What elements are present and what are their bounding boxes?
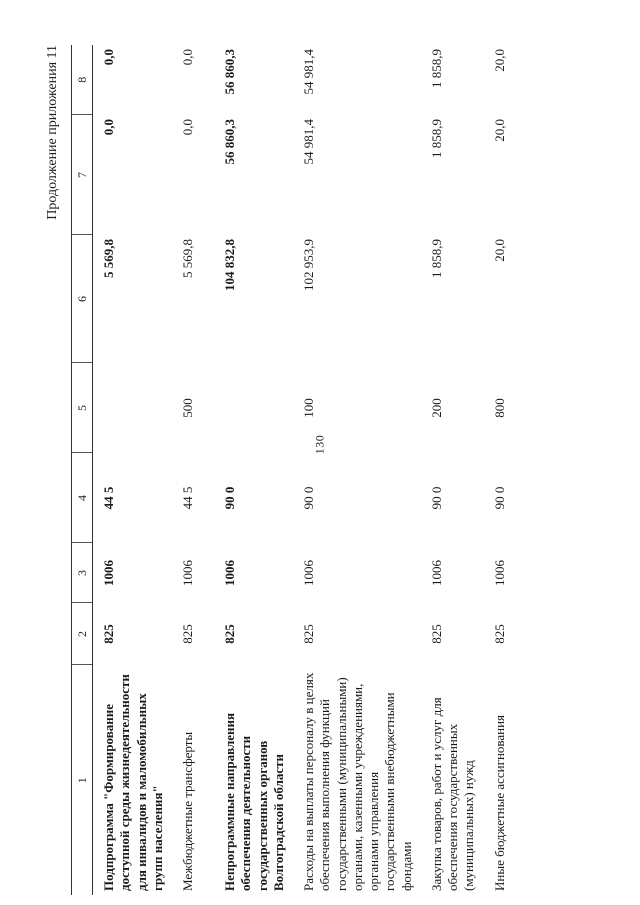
table-row: [293, 45, 421, 895]
cell-col-4: 90 0: [428, 486, 444, 510]
cell-col-6: 102 953,9: [301, 239, 316, 291]
cell-col-5: 200: [428, 398, 444, 418]
cell-col-6: 104 832,8: [222, 239, 237, 291]
cell-col-4: 90 0: [301, 486, 316, 510]
row-name: Иные бюджетные ассигнования: [491, 714, 507, 891]
cell-col-5: [214, 363, 293, 453]
continuation-label: Продолжение приложения 11: [45, 45, 60, 220]
table-row: [214, 45, 293, 895]
cell-col-4: 44 5: [101, 486, 116, 510]
cell-col-5: 500: [180, 398, 195, 418]
row-name: Расходы на выплаты персоналу в целях обеспечения выполнения функций государственными (муниципальными) органами, казенными учреждениями, органами управления государственными внебюджетными фондами: [301, 672, 414, 891]
rotated-page-content: [45, 45, 605, 895]
cell-col-8: 0,0: [101, 49, 116, 66]
cell-col-8: 20,0: [491, 49, 507, 72]
header-col-2: 2: [72, 603, 93, 665]
row-name: Подпрограмма "Формирование доступной среды жизнедеятельности для инвалидов и маломобильных групп населения": [101, 674, 165, 891]
cell-col-7: 20,0: [491, 119, 507, 142]
cell-col-4: 90 0: [222, 486, 237, 510]
cell-col-5: 800: [491, 398, 507, 418]
cell-col-7: 0,0: [101, 119, 116, 136]
cell-col-2: 825: [428, 624, 444, 644]
header-col-4: 4: [72, 453, 93, 543]
cell-col-3: 1006: [222, 560, 237, 586]
cell-col-7: 1 858,9: [428, 119, 444, 158]
cell-col-6: 5 569,8: [101, 239, 116, 278]
cell-col-6: 5 569,8: [180, 239, 195, 278]
cell-col-7: 0,0: [180, 119, 195, 136]
cell-col-8: 54 981,4: [301, 49, 316, 95]
header-col-5: 5: [72, 363, 93, 453]
cell-col-2: 825: [180, 624, 195, 644]
header-col-1: 1: [72, 665, 93, 895]
table-row: [172, 45, 214, 895]
header-col-7: 7: [72, 115, 93, 235]
row-name: Закупка товаров, работ и услуг для обеспечения государственных (муниципальных) нужд: [428, 697, 477, 891]
cell-col-5: 100: [301, 398, 316, 418]
header-col-3: 3: [72, 543, 93, 603]
cell-col-4: 90 0: [491, 486, 507, 510]
cell-col-3: 1006: [491, 560, 507, 586]
cell-col-2: 825: [301, 624, 316, 644]
header-col-6: 6: [72, 235, 93, 363]
cell-col-7: 54 981,4: [301, 119, 316, 165]
row-name: Непрограммные направления обеспечения деятельности государственных органов Волгоградской области: [222, 712, 286, 891]
cell-col-8: 56 860,3: [222, 49, 237, 95]
cell-col-5: [93, 363, 173, 453]
cell-col-6: 20,0: [491, 239, 507, 262]
row-name: Межбюджетные трансферты: [180, 731, 195, 891]
cell-col-6: 1 858,9: [428, 239, 444, 278]
header-col-8: 8: [72, 45, 93, 115]
table-row: [484, 45, 518, 895]
cell-col-2: 825: [491, 624, 507, 644]
header-row: [72, 45, 93, 895]
cell-col-3: 1006: [428, 560, 444, 586]
cell-col-8: 1 858,9: [428, 49, 444, 88]
cell-col-2: 825: [222, 624, 237, 644]
cell-col-8: 0,0: [180, 49, 195, 66]
cell-col-7: 56 860,3: [222, 119, 237, 165]
cell-col-3: 1006: [301, 560, 316, 586]
cell-col-4: 44 5: [180, 486, 195, 510]
cell-col-3: 1006: [180, 560, 195, 586]
cell-col-3: 1006: [101, 560, 116, 586]
cell-col-2: 825: [101, 624, 116, 644]
table-row: [93, 45, 173, 895]
page-number-text: 130: [312, 434, 327, 455]
budget-table: [71, 45, 518, 895]
table-row: [421, 45, 484, 895]
